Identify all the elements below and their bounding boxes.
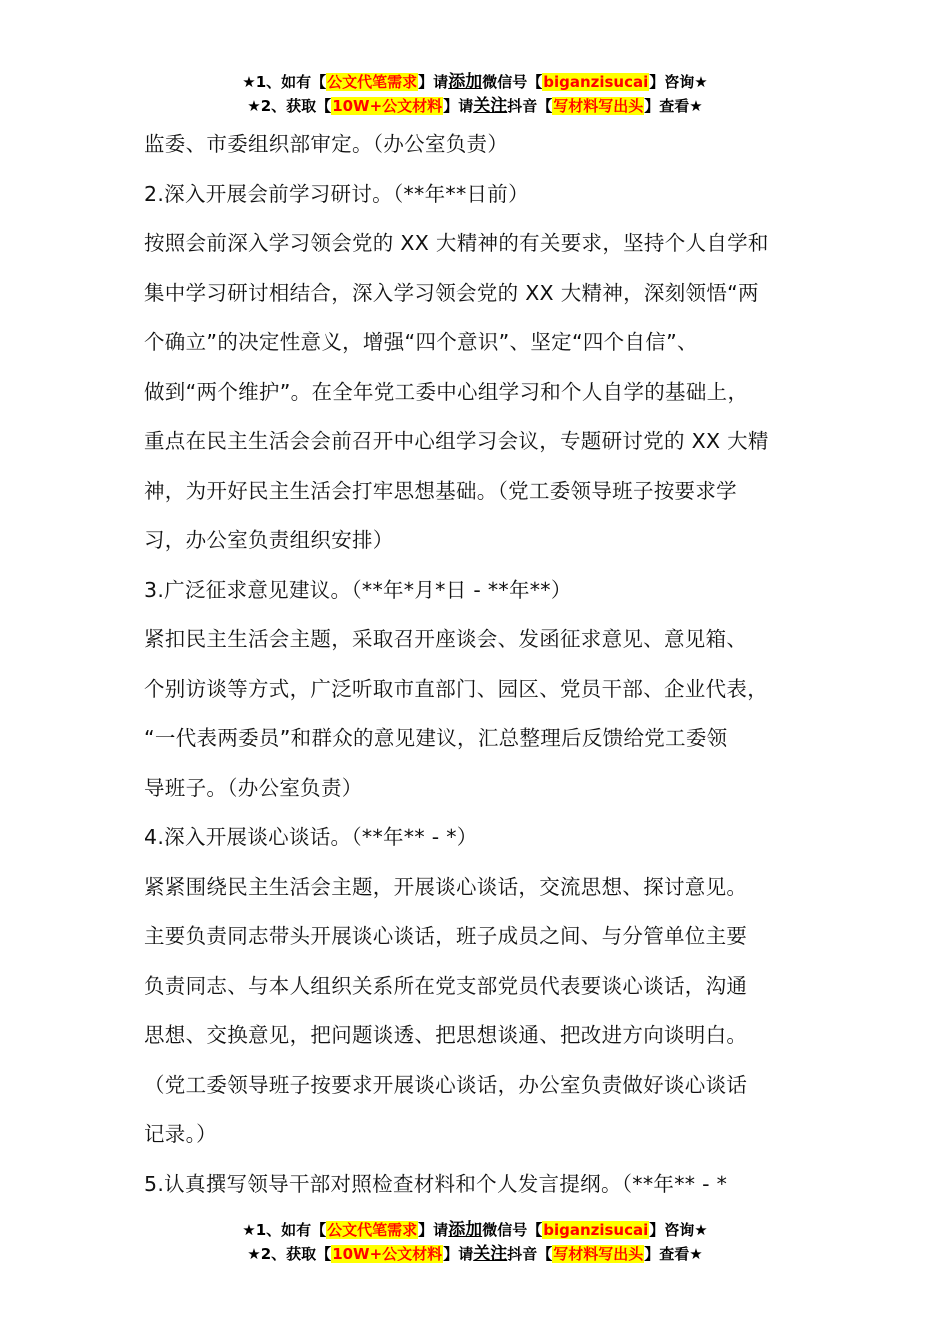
header-banner bbox=[0, 70, 950, 118]
banner-line-2 bbox=[0, 94, 950, 118]
banner-line-1 bbox=[0, 1218, 950, 1242]
banner-text: 】请 bbox=[443, 1245, 474, 1263]
banner-wechat-id: biganzisucai bbox=[543, 1221, 649, 1239]
footer-banner bbox=[0, 1218, 950, 1266]
banner-text: 】查看★ bbox=[644, 97, 703, 115]
banner-douyin-id: 写材料写出头 bbox=[553, 1245, 644, 1263]
banner-text: 】请 bbox=[443, 97, 474, 115]
banner-douyin-id: 写材料写出头 bbox=[553, 97, 644, 115]
banner-highlight: 10W+公文材料 bbox=[332, 97, 443, 115]
banner-highlight: 公文代笔需求 bbox=[327, 73, 418, 91]
body-line: 神，为开好民主生活会打牢思想基础。（党工委领导班子按要求学 bbox=[144, 478, 737, 503]
body-line: 个别访谈等方式，广泛听取市直部门、园区、党员干部、企业代表， bbox=[144, 676, 768, 701]
body-line: （党工委领导班子按要求开展谈心谈话，办公室负责做好谈心谈话 bbox=[144, 1072, 748, 1097]
section-heading: 5.认真撰写领导干部对照检查材料和个人发言提纲。（**年** - * bbox=[144, 1171, 728, 1196]
body-line: 导班子。（办公室负责） bbox=[144, 775, 363, 800]
banner-text: ★2、获取【 bbox=[247, 97, 332, 115]
body-line: 个确立”的决定性意义，增强“四个意识”、坚定“四个自信”、 bbox=[144, 330, 698, 354]
body-line: 集中学习研讨相结合，深入学习领会党的 XX 大精神，深刻领悟“两 bbox=[144, 280, 759, 305]
banner-highlight: 10W+公文材料 bbox=[332, 1245, 443, 1263]
banner-emphasis: 添加 bbox=[448, 72, 483, 92]
body-line: 记录。） bbox=[144, 1122, 217, 1146]
banner-highlight: 公文代笔需求 bbox=[327, 1221, 418, 1239]
body-line: 思想、交换意见，把问题谈透、把思想谈通、把改进方向谈明白。 bbox=[144, 1023, 748, 1047]
banner-text: 抖音【 bbox=[507, 1245, 553, 1263]
banner-line-1 bbox=[0, 70, 950, 94]
banner-line-2 bbox=[0, 1242, 950, 1266]
banner-emphasis: 添加 bbox=[448, 1220, 483, 1240]
banner-text: ★1、如有【 bbox=[242, 73, 327, 91]
body-line: 做到“两个维护”。在全年党工委中心组学习和个人自学的基础上， bbox=[144, 379, 749, 404]
banner-text: 微信号【 bbox=[482, 1221, 543, 1239]
body-line: 紧紧围绕民主生活会主题，开展谈心谈话，交流思想、探讨意见。 bbox=[144, 874, 748, 899]
banner-wechat-id: biganzisucai bbox=[543, 73, 649, 91]
body-line: “一代表两委员”和群众的意见建议，汇总整理后反馈给党工委领 bbox=[144, 726, 728, 750]
body-line: 重点在民主生活会会前召开中心组学习会议，专题研讨党的 XX 大精 bbox=[144, 429, 769, 453]
banner-text: 】请 bbox=[418, 73, 449, 91]
section-heading: 2.深入开展会前学习研讨。（**年**日前） bbox=[144, 181, 529, 206]
banner-text: 】请 bbox=[418, 1221, 449, 1239]
body-line: 紧扣民主生活会主题，采取召开座谈会、发函征求意见、意见箱、 bbox=[144, 627, 748, 651]
document-body bbox=[144, 120, 834, 1209]
body-line: 习，办公室负责组织安排） bbox=[144, 528, 394, 552]
body-line: 按照会前深入学习领会党的 XX 大精神的有关要求，坚持个人自学和 bbox=[144, 231, 769, 255]
banner-text: 】咨询★ bbox=[649, 73, 708, 91]
body-line: 监委、市委组织部审定。（办公室负责） bbox=[144, 132, 509, 156]
banner-emphasis: 关注 bbox=[473, 96, 508, 116]
banner-text: 微信号【 bbox=[482, 73, 543, 91]
body-line: 主要负责同志带头开展谈心谈话，班子成员之间、与分管单位主要 bbox=[144, 924, 748, 948]
banner-text: ★2、获取【 bbox=[247, 1245, 332, 1263]
banner-emphasis: 关注 bbox=[473, 1244, 508, 1264]
section-heading: 4.深入开展谈心谈话。（**年** - *） bbox=[144, 825, 478, 849]
banner-text: 】查看★ bbox=[644, 1245, 703, 1263]
banner-text: 】咨询★ bbox=[649, 1221, 708, 1239]
banner-text: 抖音【 bbox=[507, 97, 553, 115]
banner-text: ★1、如有【 bbox=[242, 1221, 327, 1239]
body-line: 负责同志、与本人组织关系所在党支部党员代表要谈心谈话，沟通 bbox=[144, 973, 748, 998]
section-heading: 3.广泛征求意见建议。（**年*月*日 - **年**） bbox=[144, 577, 572, 602]
